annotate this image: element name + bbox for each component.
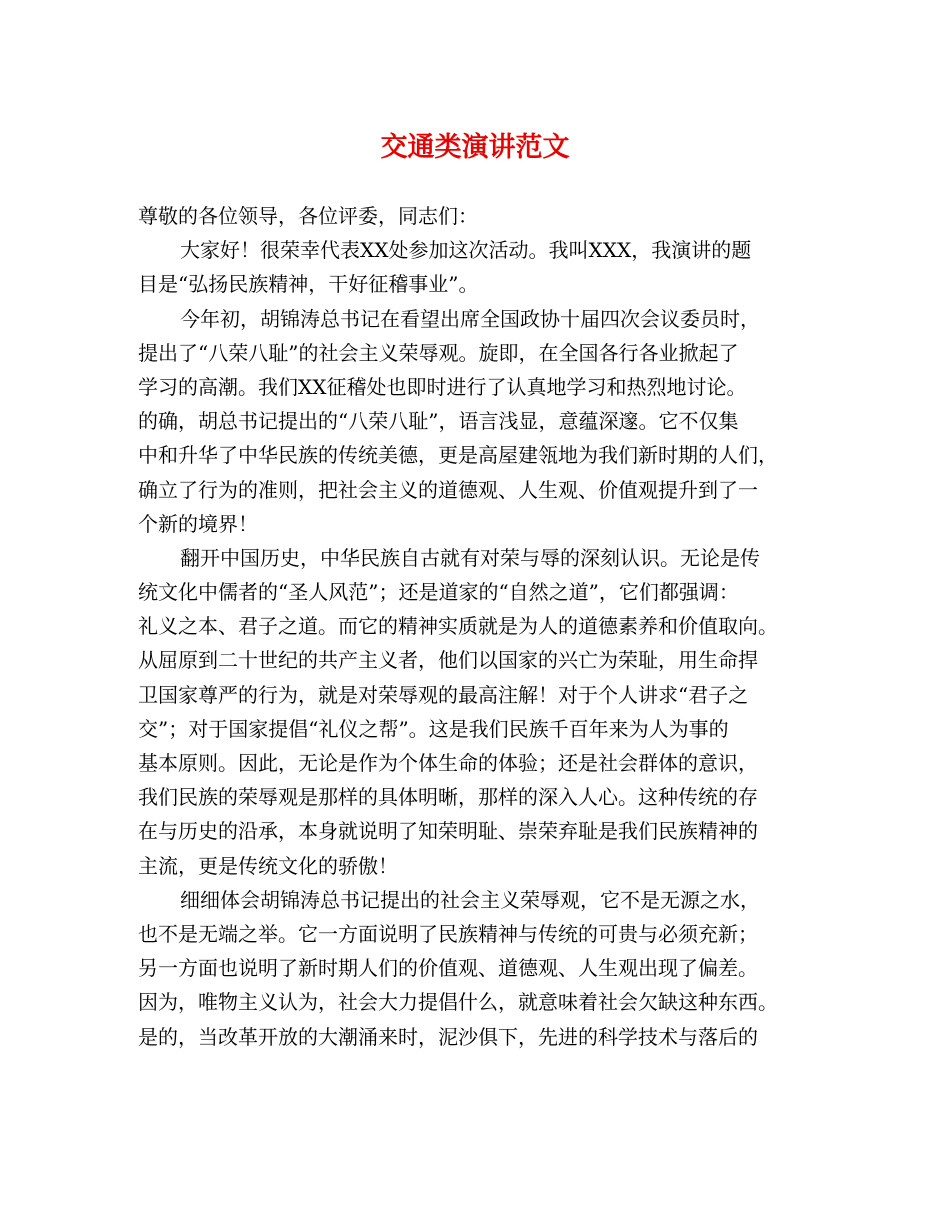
text-line: 提出了“八荣八耻”的社会主义荣辱观。旋即，在全国各行各业掀起了 — [138, 340, 739, 365]
text-line: 细细体会胡锦涛总书记提出的社会主义荣辱观，它不是无源之水， — [180, 887, 760, 912]
text-line: 今年初，胡锦涛总书记在看望出席全国政协十届四次会议委员时， — [180, 306, 760, 331]
text-line: 卫国家尊严的行为，就是对荣辱观的最高注解！对于个人讲求“君子之 — [138, 682, 749, 707]
text-line: 学习的高潮。我们XX征稽处也即时进行了认真地学习和热烈地讨论。 — [138, 374, 747, 399]
text-line: 个新的境界！ — [138, 511, 258, 536]
text-line: 在与历史的沿承，本身就说明了知荣明耻、崇荣弃耻是我们民族精神的 — [138, 819, 758, 844]
document-body — [138, 199, 828, 1054]
text-line: 尊敬的各位领导，各位评委，同志们： — [138, 204, 478, 228]
text-line: 统文化中儒者的“圣人风范”；还是道家的“自然之道”，它们都强调： — [138, 580, 739, 605]
document-title: 交通类演讲范文 — [380, 132, 570, 163]
text-line: 是的，当改革开放的大潮涌来时，泥沙俱下，先进的科学技术与落后的 — [138, 1024, 758, 1049]
text-line: 另一方面也说明了新时期人们的价值观、道德观、人生观出现了偏差。 — [138, 956, 758, 981]
text-line: 我们民族的荣辱观是那样的具体明晰，那样的深入人心。这种传统的存 — [138, 785, 758, 810]
text-line: 中和升华了中华民族的传统美德，更是高屋建瓴地为我们新时期的人们， — [138, 443, 778, 468]
text-line: 也不是无端之举。它一方面说明了民族精神与传统的可贵与必须充新； — [138, 921, 758, 946]
text-line: 交”；对于国家提倡“礼仪之帮”。这是我们民族千百年来为人为事的 — [138, 716, 729, 741]
text-line: 翻开中国历史，中华民族自古就有对荣与辱的深刻认识。无论是传 — [180, 545, 760, 570]
text-line: 礼义之本、君子之道。而它的精神实质就是为人的道德素养和价值取向。 — [138, 614, 778, 639]
text-line: 确立了行为的准则，把社会主义的道德观、人生观、价值观提升到了一 — [138, 477, 758, 502]
text-line: 目是“弘扬民族精神，干好征稽事业”。 — [138, 272, 479, 297]
text-line: 从屈原到二十世纪的共产主义者，他们以国家的兴亡为荣耻，用生命捍 — [138, 648, 758, 673]
text-line: 基本原则。因此，无论是作为个体生命的体验；还是社会群体的意识， — [138, 751, 758, 775]
text-line: 的确，胡总书记提出的“八荣八耻”，语言浅显，意蕴深邃。它不仅集 — [138, 409, 739, 434]
text-line: 因为，唯物主义认为，社会大力提倡什么，就意味着社会欠缺这种东西。 — [138, 990, 778, 1015]
text-line: 大家好！很荣幸代表XX处参加这次活动。我叫XXX，我演讲的题 — [180, 238, 752, 263]
text-line: 主流，更是传统文化的骄傲！ — [138, 853, 398, 878]
